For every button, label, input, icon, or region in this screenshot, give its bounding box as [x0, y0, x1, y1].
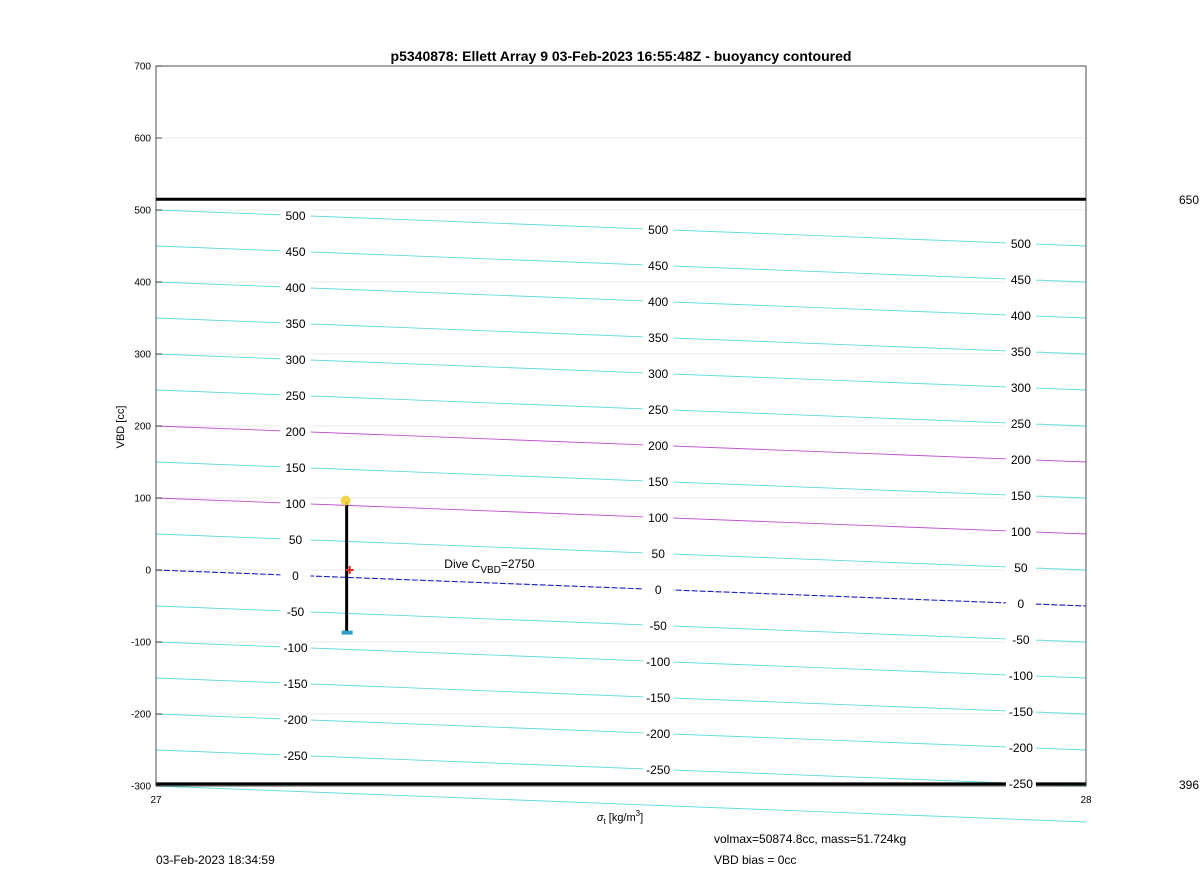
contour-label: 200: [285, 424, 306, 439]
contour-label: 0: [1017, 596, 1025, 611]
contour-label: -100: [283, 640, 308, 655]
tick-labels: [131, 62, 1092, 807]
y-tick-label: 100: [134, 493, 151, 505]
x-tick-label: 27: [150, 795, 162, 806]
contour-label: 50: [1014, 560, 1028, 575]
contour-label: 50: [651, 546, 665, 561]
contour-label: 50: [288, 532, 303, 547]
footer-volmax: volmax=50874.8cc, mass=51.724kg: [714, 832, 907, 846]
dive-end-marker: [342, 631, 353, 635]
contour-label: 100: [285, 496, 306, 511]
contour-label: 0: [292, 568, 299, 583]
contour-label: 500: [648, 222, 669, 237]
contour-label: -50: [1012, 632, 1030, 647]
contour-label: -50: [286, 604, 305, 619]
contour-label: 350: [285, 316, 306, 331]
contour-label: 450: [1010, 272, 1031, 287]
limit-right-label: 396: [1178, 777, 1199, 792]
y-tick-label: 700: [134, 61, 151, 73]
contour-label: -100: [646, 654, 671, 669]
footer-vbd-bias: VBD bias = 0cc: [714, 853, 797, 867]
chart-title: p5340878: Ellett Array 9 03-Feb-2023 16:55:48Z - buoyancy contoured: [390, 48, 852, 64]
y-tick-label: 200: [134, 421, 151, 433]
contour-label: -250: [646, 762, 671, 777]
limit-right-labels: [1179, 193, 1199, 792]
contour-lines: [156, 210, 1086, 822]
contour-label: 300: [285, 352, 306, 367]
contour-labels: [281, 208, 1036, 791]
x-axis-label-units: [kg/m: [605, 812, 636, 824]
contour-label: -200: [283, 712, 308, 727]
contour-label: 350: [648, 330, 669, 345]
contour-label: 200: [1010, 452, 1031, 467]
contour-label: -250: [283, 748, 308, 763]
x-axis-label-sup: 3: [635, 809, 641, 818]
contour-label: 250: [648, 402, 669, 417]
x-axis-label: [597, 809, 643, 826]
contour-label: -100: [1008, 668, 1033, 683]
y-tick-label: 400: [134, 277, 151, 289]
contour-label: 0: [654, 582, 662, 597]
contour-label: 200: [648, 438, 669, 453]
y-tick-label: -100: [130, 637, 151, 649]
contour-label: -250: [1008, 776, 1033, 791]
contour-label: 500: [285, 208, 306, 223]
dive-start-marker: [341, 496, 351, 506]
footer-timestamp: 03-Feb-2023 18:34:59: [156, 853, 275, 867]
contour-label: -200: [1008, 740, 1033, 755]
contour-label: -150: [1008, 704, 1033, 719]
dive-annotation-main: Dive C: [444, 556, 481, 571]
contour-label: 150: [648, 474, 669, 489]
contour-label: 450: [285, 244, 306, 259]
contour-label: 300: [648, 366, 669, 381]
contour-label: 300: [1010, 380, 1031, 395]
contour-label: 100: [1010, 524, 1031, 539]
x-axis-label-symbol: σ: [596, 812, 604, 824]
dive-annotation-tail: =2750: [500, 556, 535, 571]
contour-label: 400: [648, 294, 669, 309]
y-tick-label: 0: [145, 565, 151, 577]
x-axis-label-close: ]: [640, 812, 644, 824]
y-tick-label: -200: [130, 709, 151, 721]
contour-label: 500: [1010, 236, 1031, 251]
x-axis-label-sub: t: [603, 817, 606, 826]
contour-label: -150: [646, 690, 671, 705]
contour-label: 350: [1010, 344, 1031, 359]
contour-label: 100: [648, 510, 669, 525]
dive-annotation-sub: VBD: [480, 564, 501, 576]
contour-label: 150: [1010, 488, 1031, 503]
contour-label: 400: [285, 280, 306, 295]
contour-label: -150: [283, 676, 308, 691]
y-tick-label: 600: [134, 133, 151, 145]
contour-label: -200: [646, 726, 671, 741]
dive-annotation: [444, 557, 535, 576]
y-tick-label: 500: [134, 205, 151, 217]
x-tick-label: 28: [1080, 795, 1092, 806]
limit-right-label: 650: [1178, 193, 1199, 208]
contour-label: -50: [649, 618, 667, 633]
y-axis-label: VBD [cc]: [115, 405, 127, 449]
y-tick-label: -300: [130, 781, 151, 793]
contour-label: 250: [1010, 416, 1031, 431]
contour-label: 250: [285, 388, 306, 403]
contour-label: 150: [285, 460, 306, 475]
contour-label: 400: [1010, 308, 1031, 323]
contour-label: 450: [648, 258, 669, 273]
y-tick-label: 300: [134, 349, 151, 361]
